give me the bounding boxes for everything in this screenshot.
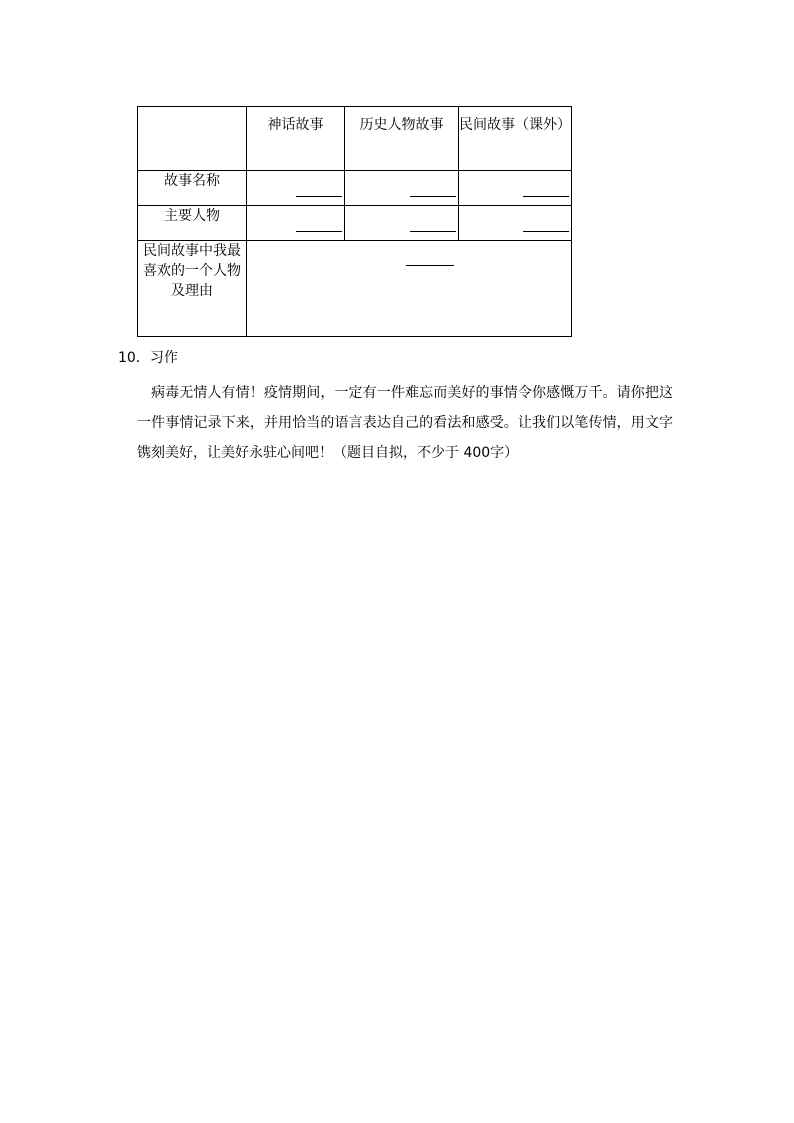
fill-blank-line (296, 196, 342, 197)
main-character-folk-field[interactable] (459, 206, 572, 241)
row-label-main-character: 主要人物 (138, 206, 247, 241)
story-name-history-field[interactable] (345, 171, 459, 206)
fill-blank-line (406, 265, 454, 266)
table-row-favorite (138, 241, 572, 337)
table-header-empty (138, 107, 247, 171)
favorite-label-line-2: 喜欢的一个人物 (143, 263, 241, 279)
fill-blank-line (410, 231, 456, 232)
table-header-myth: 神话故事 (247, 107, 345, 171)
table-header-history: 历史人物故事 (345, 107, 459, 171)
question-title: 10．习作 (118, 350, 178, 366)
main-character-history-field[interactable] (345, 206, 459, 241)
favorite-answer-field[interactable] (247, 241, 572, 337)
table-header-folk: 民间故事（课外） (459, 107, 572, 171)
table-row (138, 206, 572, 241)
fill-blank-line (523, 231, 569, 232)
row-label-favorite (138, 241, 247, 337)
table-row (138, 171, 572, 206)
main-character-myth-field[interactable] (247, 206, 345, 241)
fill-blank-line (523, 196, 569, 197)
table-header-row (138, 107, 572, 171)
story-table (137, 106, 572, 337)
row-label-story-name: 故事名称 (138, 171, 247, 206)
question-body: 病毒无情人有情！疫情期间，一定有一件难忘而美好的事情令你感慨万千。请你把这一件事情记录下来，并用恰当的语言表达自己的看法和感受。让我们以笔传情，用文字镌刻美好，让美好永驻心间吧！（题目自拟，不少于 400字） (137, 385, 673, 461)
story-name-folk-field[interactable] (459, 171, 572, 206)
favorite-label-line-1: 民间故事中我最 (143, 243, 241, 259)
fill-blank-line (410, 196, 456, 197)
story-name-myth-field[interactable] (247, 171, 345, 206)
fill-blank-line (296, 231, 342, 232)
favorite-label-line-3: 及理由 (171, 283, 213, 299)
